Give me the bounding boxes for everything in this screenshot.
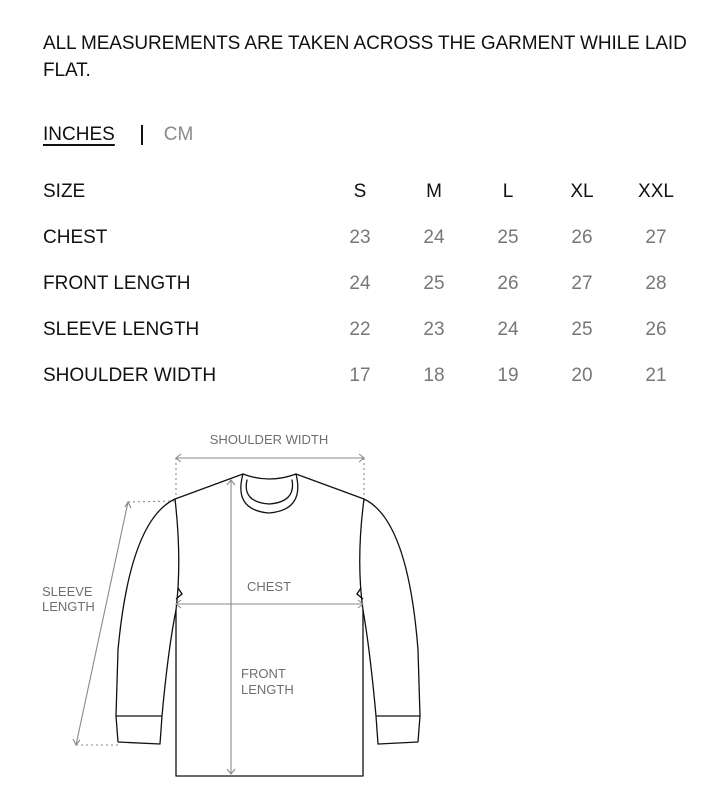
table-cell: 26 — [645, 319, 667, 340]
size-header-label: SIZE — [43, 181, 86, 202]
table-cell: 21 — [645, 365, 667, 386]
table-cell: 23 — [349, 227, 371, 248]
size-header-m: M — [426, 181, 442, 202]
table-cell: 25 — [497, 227, 519, 248]
measurement-note: ALL MEASUREMENTS ARE TAKEN ACROSS THE GARMENT WHILE LAID FLAT. — [43, 33, 687, 81]
row-label-sleeve-length: SLEEVE LENGTH — [43, 319, 200, 340]
table-cell: 26 — [497, 273, 519, 294]
row-label-shoulder-width: SHOULDER WIDTH — [43, 365, 217, 386]
size-header-row — [43, 169, 693, 215]
sleeve-length-label-line2: LENGTH — [42, 599, 95, 614]
size-header-l: L — [502, 181, 514, 202]
size-chart-table — [43, 169, 693, 399]
table-row — [43, 307, 693, 353]
table-cell: 27 — [571, 273, 593, 294]
table-cell: 24 — [349, 273, 371, 294]
unit-inches-tab[interactable]: INCHES — [43, 124, 115, 145]
unit-cm-tab[interactable]: CM — [163, 124, 194, 145]
table-cell: 17 — [349, 365, 371, 386]
table-cell: 26 — [571, 227, 593, 248]
table-cell: 23 — [423, 319, 445, 340]
row-label-front-length: FRONT LENGTH — [43, 273, 191, 294]
long-sleeve-shirt-icon — [116, 474, 420, 776]
table-cell: 19 — [497, 365, 519, 386]
front-length-label-line1: FRONT — [241, 666, 286, 681]
size-header-s: S — [353, 181, 367, 202]
table-cell: 25 — [423, 273, 445, 294]
chest-label: CHEST — [246, 579, 292, 594]
size-header-xxl: XXL — [638, 181, 674, 202]
table-cell: 22 — [349, 319, 371, 340]
table-row — [43, 215, 693, 261]
unit-toggle — [43, 122, 193, 148]
row-label-chest: CHEST — [43, 227, 108, 248]
front-length-label-line2: LENGTH — [241, 682, 294, 697]
table-row — [43, 353, 693, 399]
garment-measurement-diagram — [0, 410, 716, 792]
table-cell: 24 — [423, 227, 445, 248]
size-header-xl: XL — [570, 181, 594, 202]
unit-divider — [141, 125, 143, 145]
table-cell: 18 — [423, 365, 445, 386]
table-cell: 28 — [645, 273, 667, 294]
table-cell: 27 — [645, 227, 667, 248]
table-cell: 25 — [571, 319, 593, 340]
table-row — [43, 261, 693, 307]
table-cell: 24 — [497, 319, 519, 340]
table-cell: 20 — [571, 365, 593, 386]
sleeve-length-label-line1: SLEEVE — [42, 584, 93, 599]
shoulder-width-label: SHOULDER WIDTH — [209, 432, 329, 447]
